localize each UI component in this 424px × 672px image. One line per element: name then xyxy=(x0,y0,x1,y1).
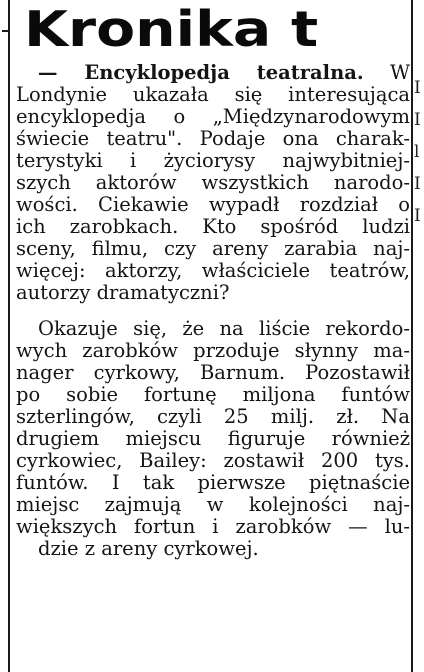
article-body xyxy=(16,62,410,560)
paragraph-1 xyxy=(16,62,410,304)
article-line: szterlingów, czyli 25 milj. zł. Na xyxy=(16,405,410,428)
article-line xyxy=(16,62,410,84)
adjacent-column-fragments xyxy=(414,72,424,232)
article-line-text: W xyxy=(389,61,411,84)
article-line: Okazuje się, że na liście rekordo- xyxy=(38,317,410,340)
article-line: wości. Ciekawie wypadł rozdział o xyxy=(16,193,410,216)
article-line: drugiem miejscu figuruje również xyxy=(16,427,410,450)
article-line: miejsc zajmują w kolejności naj- xyxy=(16,493,410,516)
article-line: szych aktorów wszystkich narodo- xyxy=(16,171,410,194)
article-line: autorzy dramatyczni? xyxy=(16,281,230,304)
left-rule-tick xyxy=(2,30,9,32)
article-lead: — Encyklopedja teatralna. xyxy=(38,61,364,84)
adjacent-column-fragment: I xyxy=(414,206,421,226)
article-line: sceny, filmu, czy areny zarabia naj- xyxy=(16,237,410,260)
article-line: encyklopedja o „Międzynarodowym xyxy=(16,105,410,128)
article-line: nager cyrkowy, Barnum. Pozostawił xyxy=(16,361,410,384)
article-line: Londynie ukazała się interesująca xyxy=(16,83,410,106)
article-line: terystyki i życiorysy najwybitniej- xyxy=(16,149,410,172)
paragraph-2 xyxy=(16,318,410,560)
adjacent-column-fragment: I xyxy=(414,110,421,130)
article-line: więcej: aktorzy, właściciele teatrów, xyxy=(16,259,410,282)
article-line: cyrkowiec, Bailey: zostawił 200 tys. xyxy=(16,449,410,472)
adjacent-column-fragment: I xyxy=(414,78,421,98)
section-heading: Kronika t xyxy=(24,2,319,58)
paragraph-gap xyxy=(16,304,410,318)
article-line: wych zarobków przoduje słynny ma- xyxy=(16,339,410,362)
article-line: dzie z areny cyrkowej. xyxy=(38,537,259,560)
article-line: ich zarobkach. Kto spośród ludzi xyxy=(16,215,410,238)
right-column-rule xyxy=(411,0,413,672)
left-column-rule xyxy=(8,0,10,672)
article-line: świecie teatru". Podaje ona charak- xyxy=(16,127,410,150)
adjacent-column-fragment: l xyxy=(414,142,420,162)
adjacent-column-fragment: I xyxy=(414,174,421,194)
article-line: większych fortun i zarobków — lu- xyxy=(16,515,410,538)
article-line: po sobie fortunę miljona funtów xyxy=(16,383,410,406)
article-line: funtów. I tak pierwsze piętnaście xyxy=(16,471,410,494)
